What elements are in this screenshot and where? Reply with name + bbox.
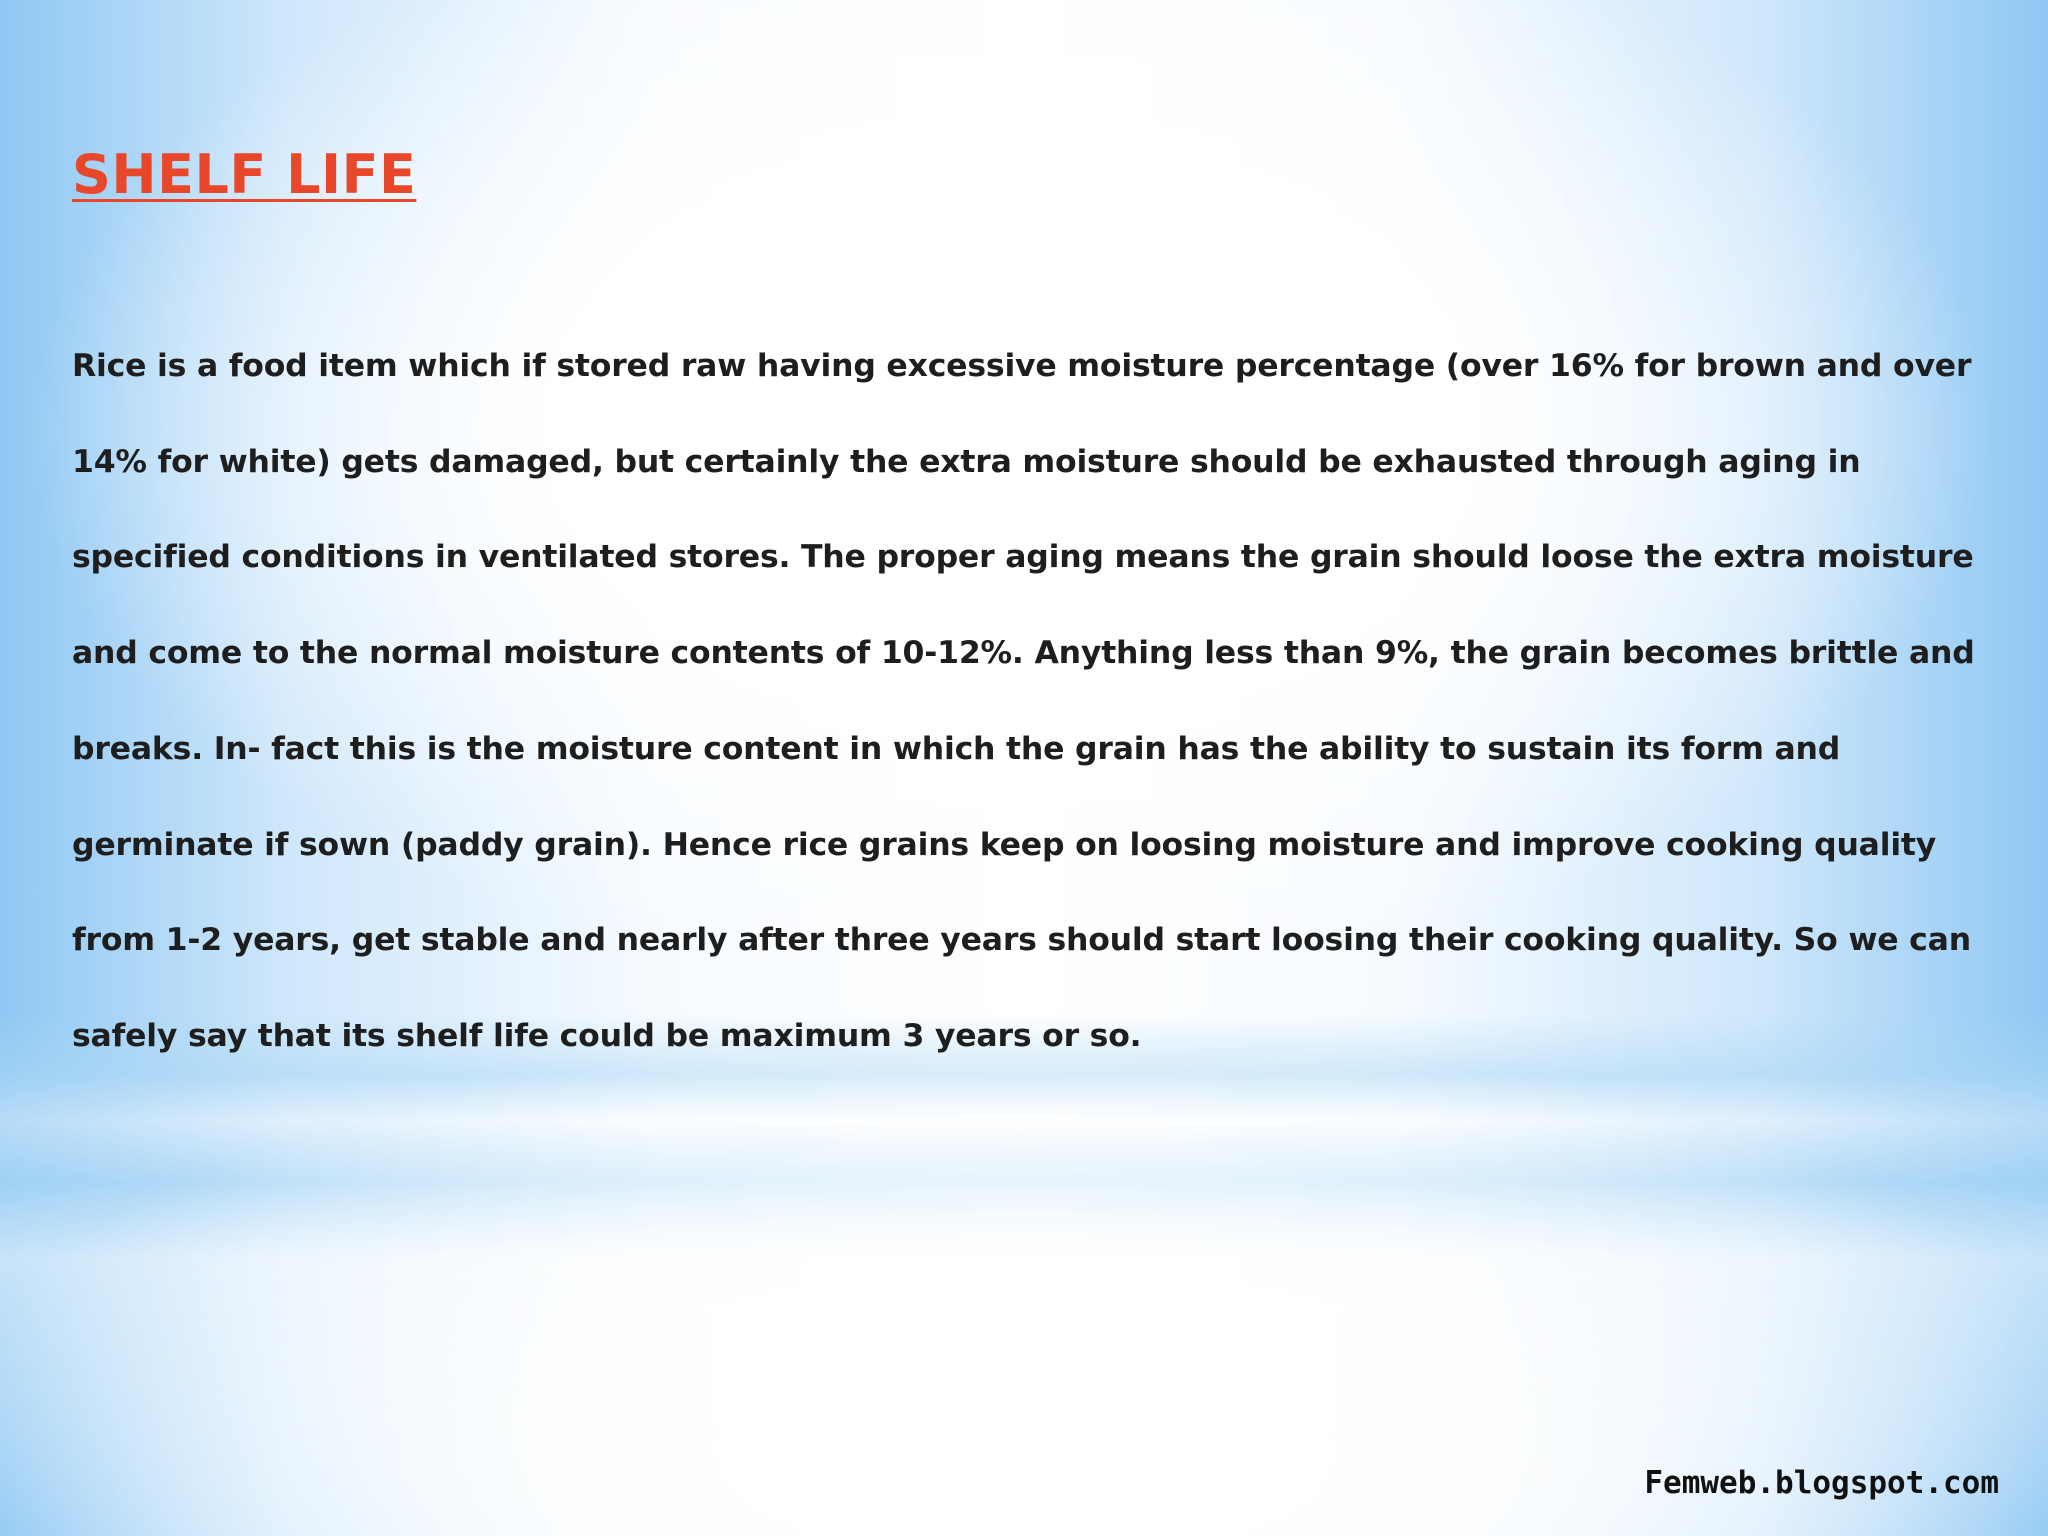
slide-body-paragraph: Rice is a food item which if stored raw having excessive moisture percentage (over 16% for brown and over 14% for white) gets damaged, but certainly the extra moisture should be exhausted through aging in specified conditions in ventilated stores. The proper aging means the grain should loose the extra moisture and come to the normal moisture contents of 10-12%. Anything less than 9%, the grain becomes brittle and breaks. In- fact this is the moisture content in which the grain has the ability to sustain its form and germinate if sown (paddy grain). Hence rice grains keep on loosing moisture and improve cooking quality from 1-2 years, get stable and nearly after three years should start loosing their cooking quality. So we can safely say that its shelf life could be maximum 3 years or so. xyxy=(72,348,1975,1054)
footer-source: Femweb.blogspot.com xyxy=(1644,1465,1999,1501)
slide-title: SHELF LIFE xyxy=(72,143,417,206)
